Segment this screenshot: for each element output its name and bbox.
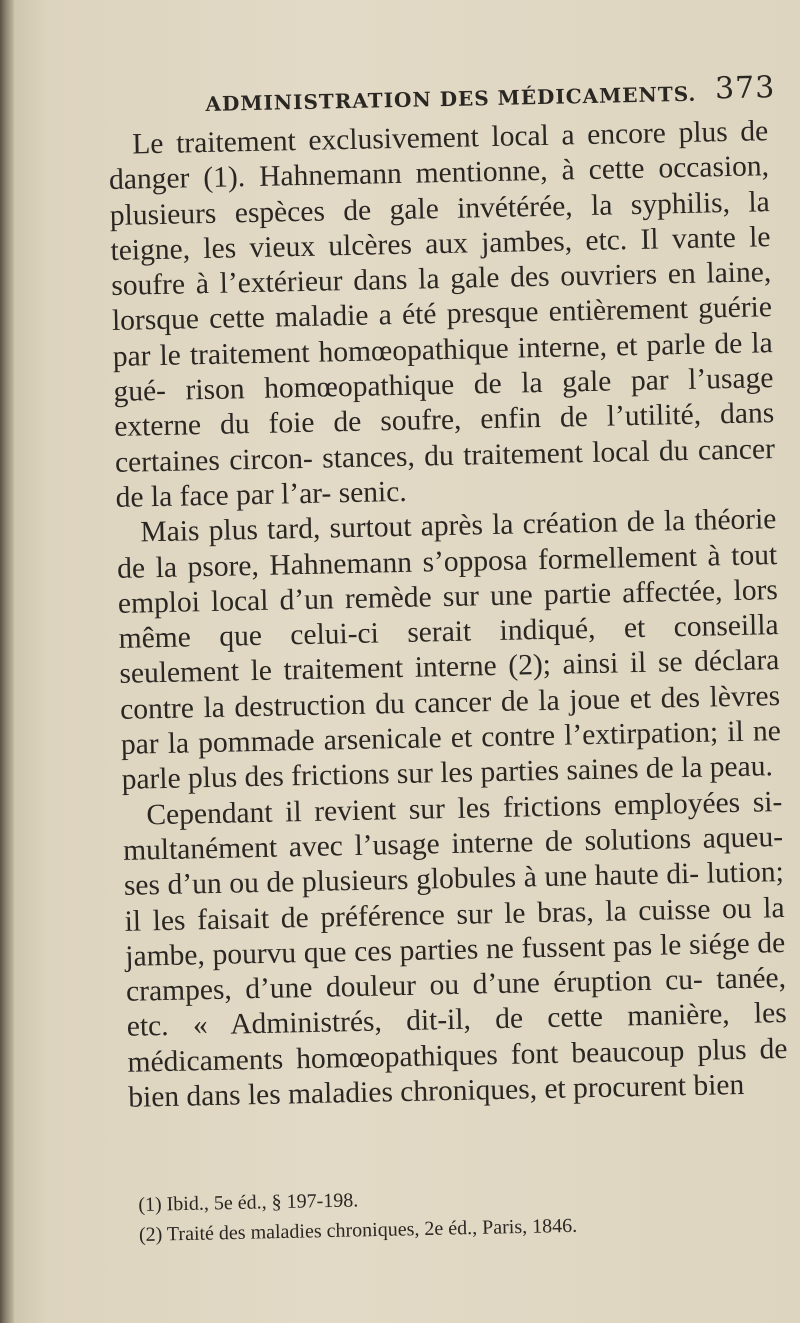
paragraph: Le traitement exclusivement local a encore plus de danger (1). Hahnemann mentionne, à cette occasion, plusieurs espèces de gale invétérée, la syphilis, la teigne, les vieux ulcères aux jambes, etc. Il vante le soufre à l’extérieur dans la gale des ouvriers en laine, lorsque cette maladie a été presque entièrement guérie par le traitement homœopathique interne, et parle de la gué- rison homœopathique de la gale par l’usage externe du foie de soufre, enfin de l’utilité, dans certaines circon- stances, du traitement local du cancer de la face par l’ar- senic. — [108, 115, 776, 514]
body-text — [108, 114, 789, 1116]
footnotes — [138, 1177, 759, 1250]
page-number: 373 — [714, 70, 776, 107]
footnote: (1) Ibid., 5e éd., § 197-198. — [138, 1189, 359, 1216]
running-head: ADMINISTRATION DES MÉDICAMENTS. — [205, 81, 697, 116]
footnote: (2) Traité des maladies chroniques, 2e éd., Paris, 1846. — [138, 1214, 578, 1246]
paragraph: Mais plus tard, surtout après la création de la théorie de la psore, Hahnemann s’opposa formellement à tout emploi local d’un remède sur une partie affectée, lors même que celui-ci serait indiqué, et conseilla seulement le traitement interne (2); ainsi il se déclara contre la destruction du cancer de la joue et des lèvres par la pommade arsenicale et contre l’extirpation; il ne parle plus des frictions sur les parties saines de la peau. — [116, 503, 782, 797]
paragraph: Cependant il revient sur les frictions employées si- multanément avec l’usage interne de solutions aqueu- ses d’un ou de plusieurs globules à une haute di- lution; il les faisait de préférence sur le bras, la cuisse ou la jambe, pourvu que ces parties ne fussent pas le siége de crampes, d’une douleur ou d’une éruption cu- tanée, etc. « Administrés, dit-il, de cette manière, les médicaments homœopathiques font beaucoup plus de bien dans les maladies chroniques, et procurent bien — [122, 785, 788, 1114]
page-header — [205, 70, 776, 122]
book-spine-shadow — [0, 0, 14, 1323]
